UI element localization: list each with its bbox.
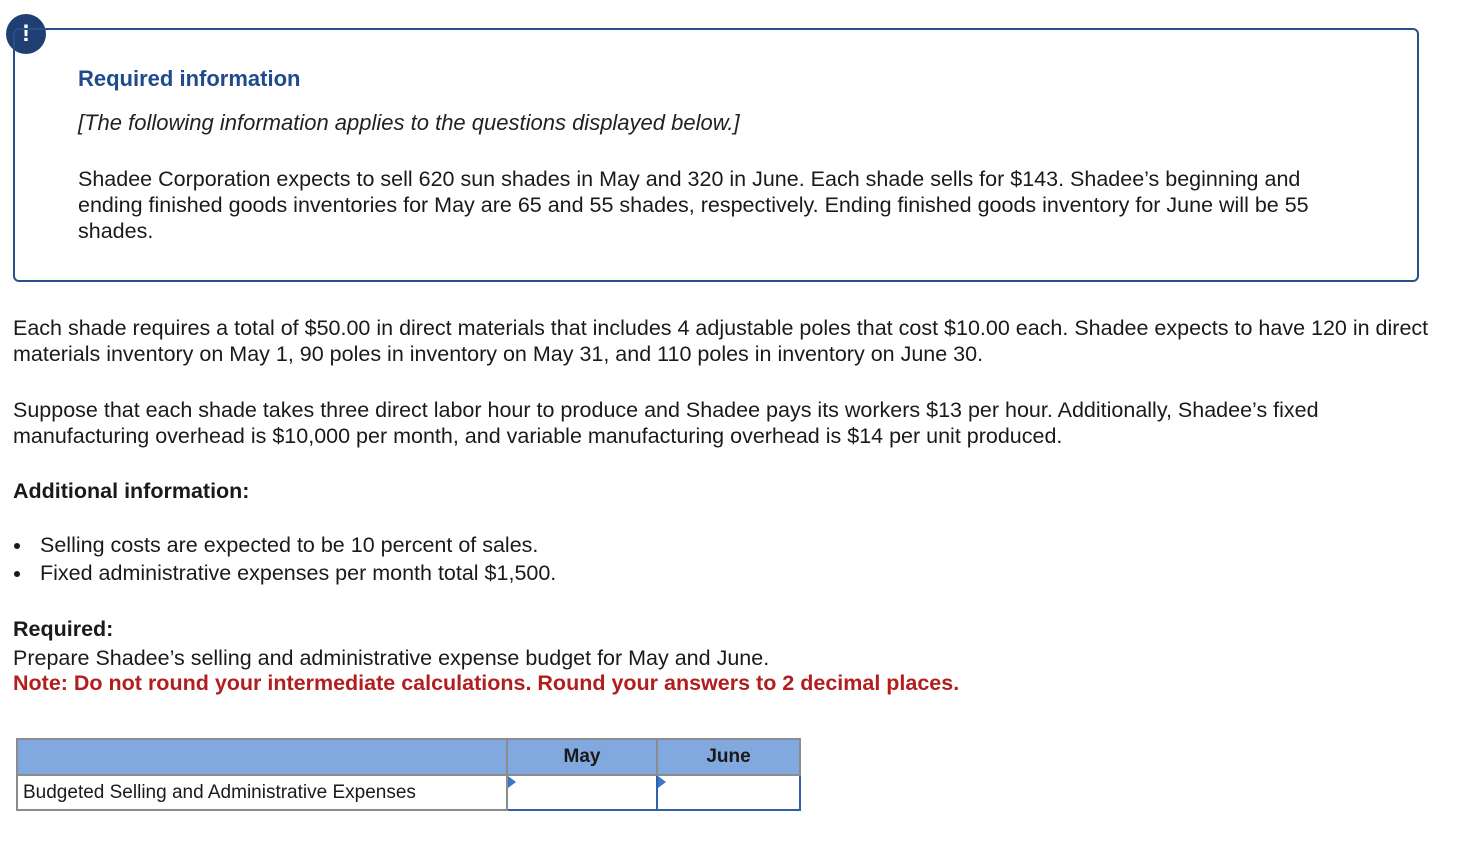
exclamation-icon: !	[6, 14, 46, 54]
june-expenses-input[interactable]	[658, 776, 799, 809]
labor-paragraph: Suppose that each shade takes three direct labor hour to produce and Shadee pays its workers $13 per hour. Additionally, Shadee’s fixed manufacturing overhead is $10,000 per month, and variable manufacturing overhead is $14 per unit produced.	[13, 398, 1319, 448]
budget-table	[16, 738, 801, 811]
header-may: May	[507, 739, 657, 775]
table-header-row	[17, 739, 800, 775]
materials-paragraph: Each shade requires a total of $50.00 in direct materials that includes 4 adjustable poles that cost $10.00 each. Shadee expects to have 120 in direct materials inventory on May 1, 90 poles in inventory on May 31, and 110 poles in inventory on June 30.	[13, 316, 1429, 366]
header-label-cell	[17, 739, 507, 775]
header-june: June	[657, 739, 800, 775]
info-subtitle: [The following information applies to the questions displayed below.]	[78, 110, 740, 135]
may-cell	[507, 775, 657, 810]
rounding-note: Note: Do not round your intermediate calculations. Round your answers to 2 decimal places.	[13, 671, 960, 695]
additional-information-list	[13, 531, 556, 587]
task-text: Prepare Shadee’s selling and administrative expense budget for May and June.	[13, 646, 770, 670]
june-cell	[657, 775, 800, 810]
input-marker-icon	[658, 776, 666, 788]
input-marker-icon	[508, 776, 516, 788]
list-item: Selling costs are expected to be 10 percent of sales.	[13, 531, 556, 559]
list-item: Fixed administrative expenses per month total $1,500.	[13, 559, 556, 587]
table-row	[17, 775, 800, 810]
additional-information-heading: Additional information:	[13, 479, 250, 503]
intro-paragraph: Shadee Corporation expects to sell 620 sun shades in May and 320 in June. Each shade sells for $143. Shadee’s beginning and ending finished goods inventories for May are 65 and 55 shades, respectively. Ending finished goods inventory for June will be 55 shades.	[78, 167, 1309, 243]
required-heading: Required:	[13, 617, 114, 641]
row-label: Budgeted Selling and Administrative Expenses	[17, 775, 507, 810]
may-expenses-input[interactable]	[508, 776, 656, 809]
info-title: Required information	[78, 66, 301, 91]
